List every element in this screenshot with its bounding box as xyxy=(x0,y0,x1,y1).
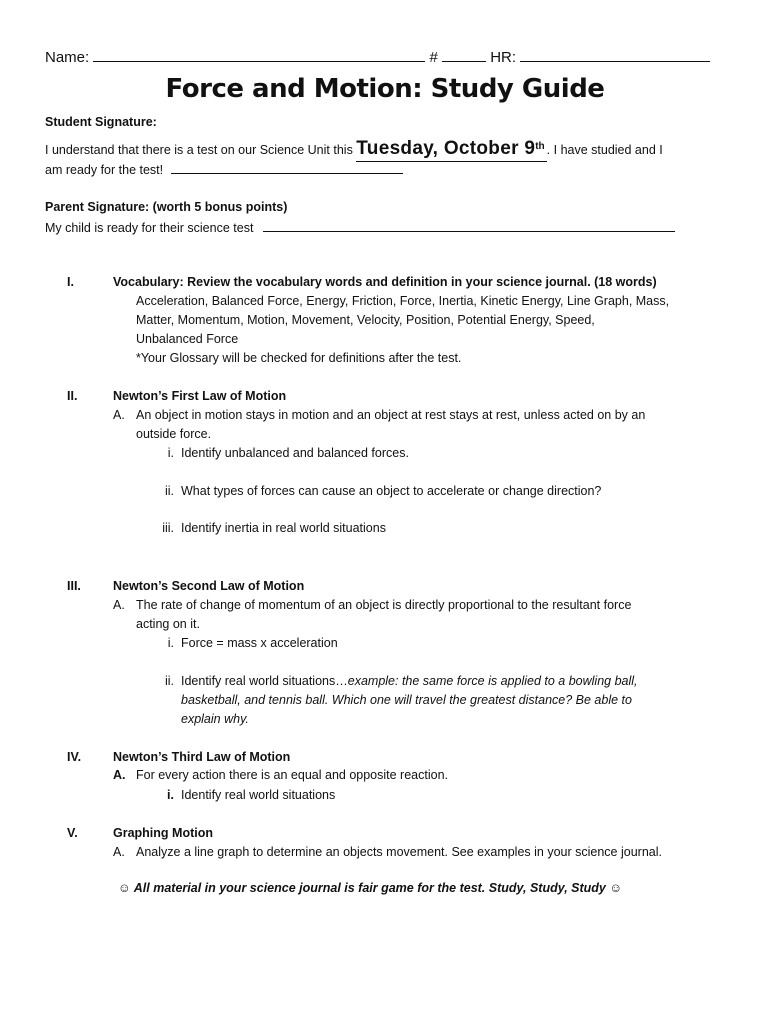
sub-numeral: i. xyxy=(167,446,174,460)
sub-numeral: ii. xyxy=(164,484,174,498)
section-numeral: I. xyxy=(67,275,74,289)
point-letter: A. xyxy=(113,768,126,782)
section-numeral: III. xyxy=(67,579,81,593)
page-title: Force and Motion: Study Guide xyxy=(165,74,605,104)
section-numeral: II. xyxy=(67,389,78,403)
vocab-line: Unbalanced Force xyxy=(136,332,239,346)
vocab-line: Acceleration, Balanced Force, Energy, Friction, Force, Inertia, Kinetic Energy, Line Graph, Mass, xyxy=(136,294,670,308)
glossary-note: *Your Glossary will be checked for definitions after the test. xyxy=(136,351,462,365)
statement-text-after: . I have studied and I xyxy=(546,143,663,158)
student-statement-line2 xyxy=(45,160,403,178)
sub-text: Identify real world situations xyxy=(181,788,336,802)
statement-text: I understand that there is a test on our Science Unit this xyxy=(45,143,353,158)
smiley-icon: ☺ xyxy=(609,881,623,895)
section-heading: Newton’s First Law of Motion xyxy=(113,389,287,403)
statement-text-line2: am ready for the test! xyxy=(45,163,164,177)
vocab-line: Matter, Momentum, Motion, Movement, Velocity, Position, Potential Energy, Speed, xyxy=(136,313,595,327)
point-text: An object in motion stays in motion and an object at rest stays at rest, unless acted on by an xyxy=(136,408,646,422)
parent-signature-label: Parent Signature: (worth 5 bonus points) xyxy=(45,200,288,214)
section-heading: Newton’s Third Law of Motion xyxy=(113,750,291,764)
section-heading: Vocabulary: Review the vocabulary words and definition in your science journal. (18 words) xyxy=(113,275,657,289)
point-text: For every action there is an equal and opposite reaction. xyxy=(136,768,448,782)
number-field[interactable] xyxy=(442,48,486,62)
sub-numeral: iii. xyxy=(162,521,174,535)
point-text: Analyze a line graph to determine an objects movement. See examples in your science journal. xyxy=(136,845,662,859)
sub-text: What types of forces can cause an object to accelerate or change direction? xyxy=(181,484,602,498)
example-text: basketball, and tennis ball. Which one will travel the greatest distance? Be able to xyxy=(181,693,632,707)
sub-text: Identify inertia in real world situations xyxy=(181,521,386,535)
point-letter: A. xyxy=(113,845,125,859)
parent-signature-field[interactable] xyxy=(263,218,675,232)
name-field[interactable] xyxy=(93,48,425,62)
sub-text: Identify real world situations… xyxy=(181,674,348,688)
hr-field[interactable] xyxy=(520,48,710,62)
test-date: Tuesday, October 9 xyxy=(356,138,536,160)
example-text: explain why. xyxy=(181,712,249,726)
sub-text: Force = mass x acceleration xyxy=(181,636,338,650)
parent-statement xyxy=(45,218,675,236)
point-letter: A. xyxy=(113,408,125,422)
name-label: Name: xyxy=(45,49,90,66)
smiley-icon: ☺ xyxy=(118,881,131,895)
hr-label: HR: xyxy=(490,49,517,66)
footer-note xyxy=(118,880,622,896)
sub-text: Identify unbalanced and balanced forces. xyxy=(181,446,409,460)
sub-numeral: i. xyxy=(167,636,174,650)
footer-text: All material in your science journal is fair game for the test. Study, Study, Study xyxy=(133,881,606,895)
test-date-suffix: th xyxy=(535,141,545,152)
name-row xyxy=(45,48,710,67)
test-date-underline xyxy=(356,136,546,162)
point-text: The rate of change of momentum of an object is directly proportional to the resultant force xyxy=(136,598,632,612)
point-text: acting on it. xyxy=(136,617,200,631)
sub-numeral: ii. xyxy=(164,674,174,688)
parent-statement-text: My child is ready for their science test xyxy=(45,221,254,235)
section-heading: Newton’s Second Law of Motion xyxy=(113,579,305,593)
student-statement-line1 xyxy=(45,136,663,162)
example-text: example: the same force is applied to a bowling ball, xyxy=(347,674,638,688)
student-signature-field[interactable] xyxy=(171,160,403,174)
sub-text-line1 xyxy=(181,673,638,689)
student-signature-label: Student Signature: xyxy=(45,115,157,129)
point-letter: A. xyxy=(113,598,125,612)
number-label: # xyxy=(429,49,438,66)
sub-numeral: i. xyxy=(167,788,174,802)
section-numeral: IV. xyxy=(67,750,82,764)
section-numeral: V. xyxy=(67,826,78,840)
section-heading: Graphing Motion xyxy=(113,826,213,840)
point-text: outside force. xyxy=(136,427,212,441)
